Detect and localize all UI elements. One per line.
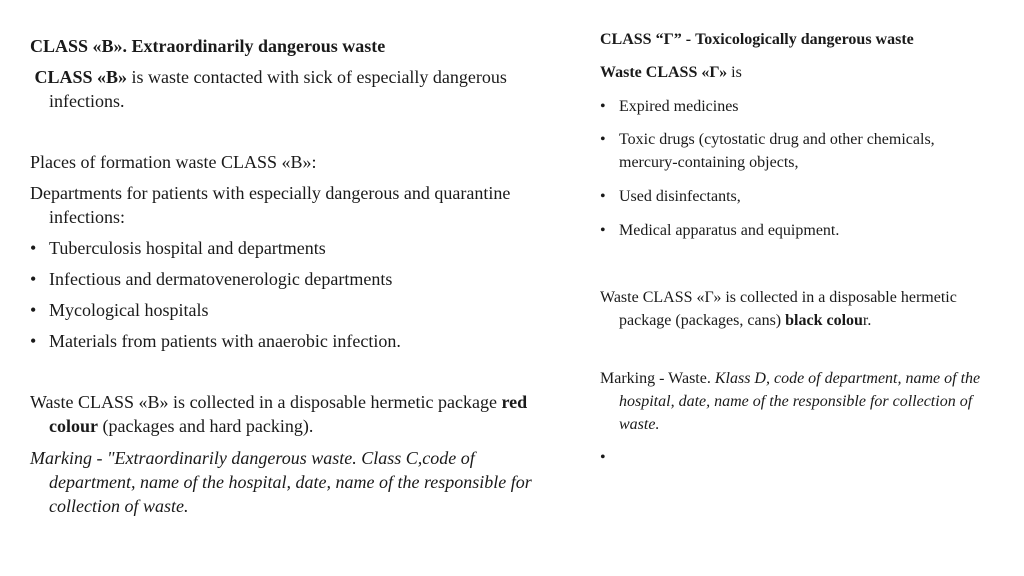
class-g-title: CLASS “Г” - Toxicologically dangerous waste xyxy=(600,31,914,48)
class-b-collection xyxy=(30,390,529,438)
list-item: • Infectious and dermatovenerologic departments xyxy=(30,267,549,291)
marking-italic: Klass D, code of department, name of the hospital, date, name of the responsible for collection of waste. xyxy=(619,370,981,433)
collect-post: r. xyxy=(862,312,872,329)
collect-post: (packages and hard packing). xyxy=(98,416,314,436)
marking-pre: Marking - Waste. xyxy=(600,370,715,387)
class-g-def-text: is xyxy=(727,64,742,81)
collect-pre: Waste CLASS «B» is collected in a disposable hermetic package xyxy=(30,392,502,412)
list-item: • Toxic drugs (cytostatic drug and other chemicals, mercury-containing objects, xyxy=(600,128,949,174)
list-item: • Materials from patients with anaerobic infection. xyxy=(30,329,549,353)
collect-pre: Waste CLASS «Г» is collected in a disposable hermetic package (packages, cans) xyxy=(600,289,957,329)
class-g-definition xyxy=(600,61,742,84)
class-g-marking xyxy=(600,367,1009,436)
class-b-definition xyxy=(30,65,519,113)
class-b-def-text: is waste contacted with sick of especially dangerous infections. xyxy=(49,67,507,111)
collect-bold: black colou xyxy=(785,312,863,329)
places-heading: Places of formation waste CLASS «B»: xyxy=(30,152,317,172)
class-b-marking: Marking - "Extraordinarily dangerous waste. Class C,code of department, name of the hospital, date, name of the responsible for collection of waste. xyxy=(30,448,532,516)
class-b-title: CLASS «B». Extraordinarily dangerous waste xyxy=(30,36,386,56)
class-g-collection xyxy=(600,286,1004,332)
departments-text: Departments for patients with especially dangerous and quarantine infections: xyxy=(30,183,511,227)
list-item: • Medical apparatus and equipment. xyxy=(600,219,999,242)
list-item: • Used disinfectants, xyxy=(600,185,999,208)
class-b-def-bold: CLASS «B» xyxy=(34,67,128,87)
class-g-def-bold: Waste CLASS «Г» xyxy=(600,64,728,81)
list-item: • Tuberculosis hospital and departments xyxy=(30,236,549,260)
list-item: • Mycological hospitals xyxy=(30,298,549,322)
collect-bold: red colour xyxy=(49,392,528,436)
list-item: • Expired medicines xyxy=(600,95,999,118)
